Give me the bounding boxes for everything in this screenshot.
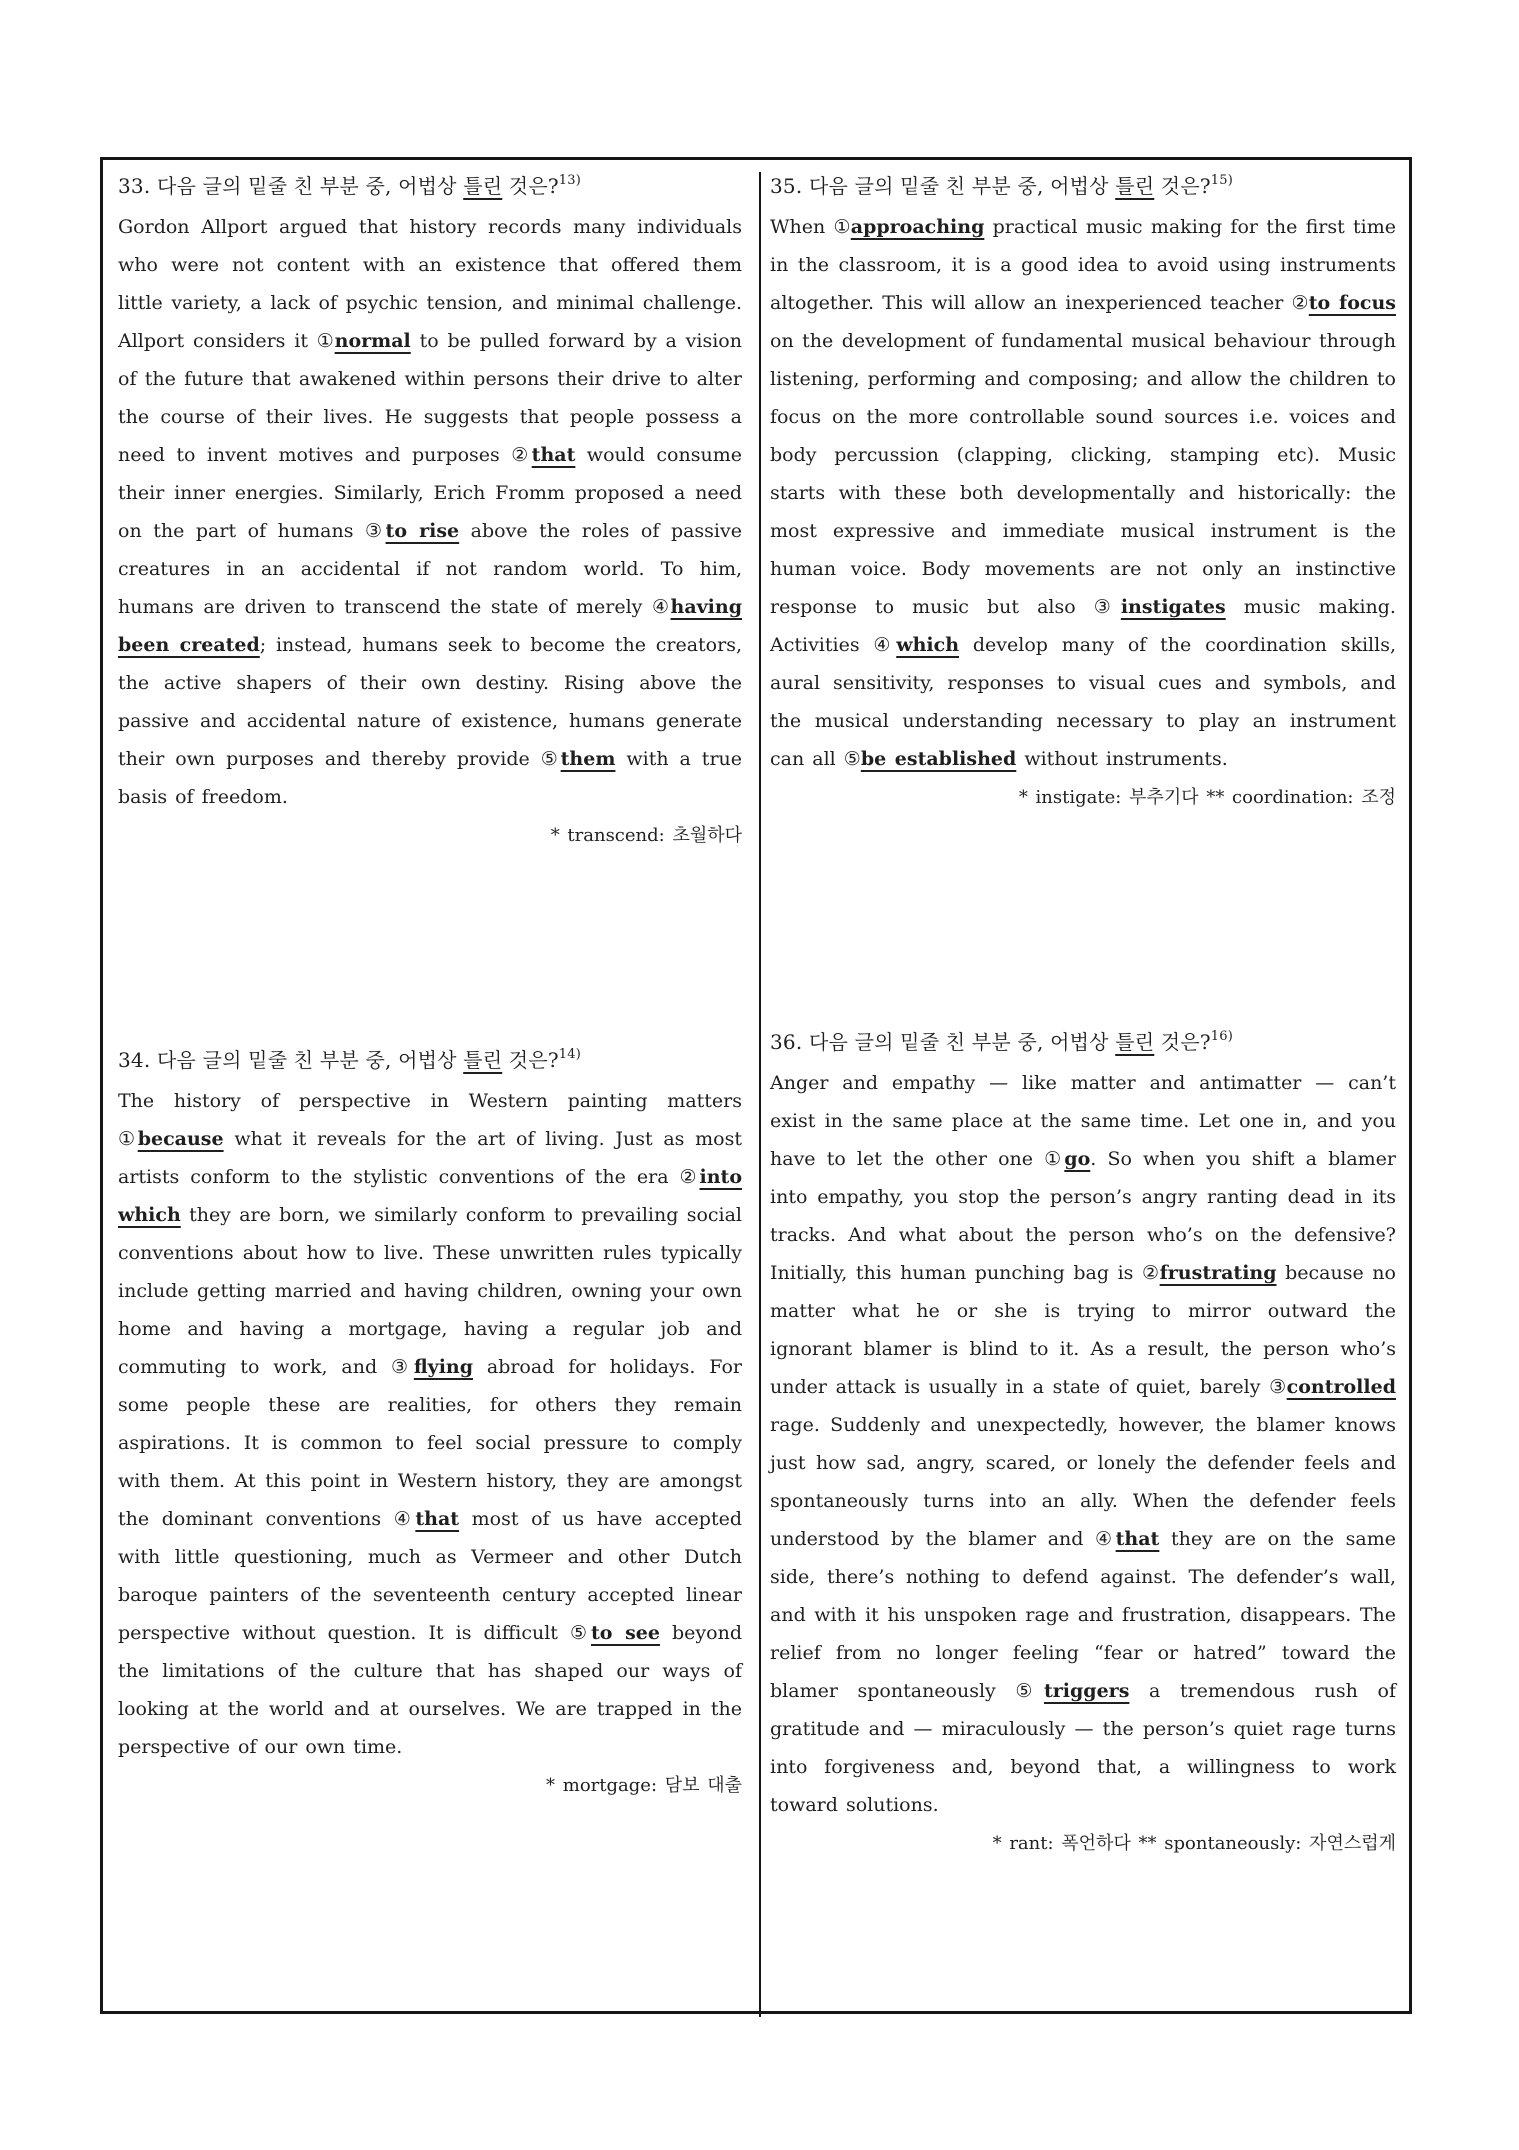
choice-marker: ⑤ <box>569 1622 592 1644</box>
choice-marker: ① <box>118 1128 138 1150</box>
passage-text: Anger and empathy — like matter and antimatter — can’t exist in the same place at the same time. Let one in, and you have to let the other one <box>770 1072 1396 1170</box>
question-33-title <box>118 170 742 202</box>
underlined-choice: be established <box>860 748 1017 770</box>
question-36-vocab-note: * rant: 폭언하다 ** spontaneously: 자연스럽게 <box>992 1833 1396 1854</box>
passage-text: they are on the same side, there’s nothing to defend against. The defender’s wall, and with it his unspoken rage and frustration, disappears. The relief from no longer feeling “fear or hatred” toward the blamer spontaneously <box>770 1528 1396 1702</box>
prompt-text: 다음 글의 밑줄 친 부분 중, 어법상 <box>802 1030 1116 1054</box>
underlined-choice: instigates <box>1120 596 1226 618</box>
footnote-ref: 16) <box>1210 1029 1233 1045</box>
passage-text: because no matter what he or she is trying to mirror outward the ignorant blamer is blind to it. As a result, the person who’s under attack is usually in a state of quiet, barely <box>770 1262 1396 1398</box>
passage-text: develop many of the coordination skills, aural sensitivity, responses to visual cues and symbols, and the musical understanding necessary to play an instrument can all <box>770 634 1396 770</box>
choice-marker: ⑤ <box>540 748 561 770</box>
footnote-ref: 13) <box>558 173 581 189</box>
passage-text: above the roles of passive creatures in an accidental if not random world. To him, humans are driven to transcend the state of merely <box>118 520 742 618</box>
passage-text: practical music making for the first time in the classroom, it is a good idea to avoid using instruments altogether. This will allow an inexperienced teacher <box>770 216 1396 314</box>
underlined-choice: frustrating <box>1159 1262 1277 1284</box>
passage-text: on the development of fundamental musical behaviour through listening, performing and composing; and allow the children to focus on the more controllable sound sources i.e. voices and body percussion (clapping, clicking, stamping etc). Music starts with these both developmentally and historically: the most expressive and immediate musical instrument is the human voice. Body movements are not only an instinctive response to music but also <box>770 330 1396 618</box>
choice-marker: ④ <box>873 634 897 656</box>
passage-text: to be pulled forward by a vision of the future that awakened within persons their drive to alter the course of their lives. He suggests that people possess a need to invent motives and purposes <box>118 330 742 466</box>
underlined-choice: which <box>896 634 960 656</box>
choice-marker: ① <box>833 216 851 238</box>
choice-marker: ② <box>1291 292 1309 314</box>
prompt-underlined-word: 틀린 <box>1115 1030 1155 1054</box>
passage-text: Gordon Allport argued that history records many individuals who were not content with an existence that offered them little variety, a lack of psychic tension, and minimal challenge. Allport considers it <box>118 216 742 352</box>
question-34-vocab-note: * mortgage: 담보 대출 <box>546 1775 742 1796</box>
question-36-passage <box>770 1064 1396 1824</box>
passage-text: . So when you shift a blamer into empathy, you stop the person’s angry ranting dead in its tracks. And what about the person who’s on the defensive? Initially, this human punching bag is <box>770 1148 1397 1284</box>
choice-marker: ⑤ <box>843 748 861 770</box>
choice-marker: ② <box>679 1166 700 1188</box>
underlined-choice: controlled <box>1286 1376 1396 1398</box>
footnote-ref: 15) <box>1210 173 1233 189</box>
question-number: 35. <box>770 174 803 198</box>
passage-text: abroad for holidays. For some people these are realities, for others they remain aspirations. It is common to feel social pressure to comply with them. At this point in Western history, they are amongst the dominant conventions <box>118 1356 742 1530</box>
question-36 <box>770 1026 1396 1864</box>
question-number: 36. <box>770 1030 803 1054</box>
underlined-choice: triggers <box>1044 1680 1130 1702</box>
choice-marker: ② <box>511 444 532 466</box>
question-33-vocab-note: * transcend: 초월하다 <box>550 825 742 846</box>
passage-text: When <box>770 216 834 238</box>
passage-text: what it reveals for the art of living. Just as most artists conform to the stylistic conventions of the era <box>118 1128 742 1188</box>
prompt-text: 다음 글의 밑줄 친 부분 중, 어법상 <box>150 1048 464 1072</box>
prompt-text: 것은? <box>502 1048 559 1072</box>
question-34 <box>118 1044 742 1806</box>
prompt-underlined-word: 틀린 <box>463 1048 503 1072</box>
question-36-title <box>770 1026 1396 1058</box>
underlined-choice: having been created <box>118 596 742 656</box>
choice-marker: ③ <box>365 520 386 542</box>
choice-marker: ③ <box>391 1356 414 1378</box>
prompt-text: 것은? <box>1154 1030 1211 1054</box>
underlined-choice: flying <box>413 1356 474 1378</box>
underlined-choice: because <box>137 1128 224 1150</box>
passage-text: most of us have accepted with little questioning, much as Vermeer and other Dutch baroque painters of the seventeenth century accepted linear perspective without question. It is difficult <box>118 1508 742 1644</box>
underlined-choice: approaching <box>850 216 985 238</box>
choice-marker: ② <box>1142 1262 1160 1284</box>
passage-text: without instruments. <box>1016 748 1228 770</box>
footnote-ref: 14) <box>558 1047 581 1063</box>
choice-marker: ⑤ <box>1015 1680 1045 1702</box>
question-33 <box>118 170 742 856</box>
question-34-passage <box>118 1082 742 1766</box>
passage-text: beyond the limitations of the culture that has shaped our ways of looking at the world and at ourselves. We are trapped in the perspective of our own time. <box>118 1622 742 1758</box>
choice-marker: ③ <box>1269 1376 1287 1398</box>
question-35-title <box>770 170 1396 202</box>
prompt-text: 다음 글의 밑줄 친 부분 중, 어법상 <box>802 174 1116 198</box>
passage-text: they are born, we similarly conform to prevailing social conventions about how to live. These unwritten rules typically include getting married and having children, owning your own home and having a mortgage, having a regular job and commuting to work, and <box>118 1204 742 1378</box>
question-number: 33. <box>118 174 151 198</box>
choice-marker: ③ <box>1093 596 1121 618</box>
question-number: 34. <box>118 1048 151 1072</box>
prompt-underlined-word: 틀린 <box>463 174 503 198</box>
question-35-passage <box>770 208 1396 778</box>
underlined-choice: normal <box>334 330 411 352</box>
passage-text: rage. Suddenly and unexpectedly, however, the blamer knows just how sad, angry, scared, or lonely the defender feels and spontaneously turns into an ally. When the defender feels understood by the blamer and <box>770 1414 1396 1550</box>
underlined-choice: into which <box>118 1166 742 1226</box>
underlined-choice: go <box>1064 1148 1091 1170</box>
prompt-underlined-word: 틀린 <box>1115 174 1155 198</box>
underlined-choice: that <box>415 1508 460 1530</box>
question-34-title <box>118 1044 742 1076</box>
passage-text: a tremendous rush of gratitude and — miraculously — the person’s quiet rage turns into forgiveness and, beyond that, a willingness to work toward solutions. <box>770 1680 1396 1816</box>
underlined-choice: to focus <box>1308 292 1396 314</box>
choice-marker: ① <box>1044 1148 1065 1170</box>
choice-marker: ④ <box>651 596 671 618</box>
passage-text: ; instead, humans seek to become the creators, the active shapers of their own destiny. Rising above the passive and accidental nature of existence, humans generate their own purposes and thereby provide <box>118 634 742 770</box>
prompt-text: 것은? <box>1154 174 1211 198</box>
choice-marker: ④ <box>393 1508 416 1530</box>
passage-text: The history of perspective in Western painting matters <box>118 1090 742 1112</box>
question-35-vocab-note: * instigate: 부추기다 ** coordination: 조정 <box>1018 787 1396 808</box>
column-divider <box>759 172 761 2017</box>
underlined-choice: to see <box>591 1622 660 1644</box>
choice-marker: ① <box>316 330 335 352</box>
question-33-passage <box>118 208 742 816</box>
passage-text: music making. Activities <box>770 596 1396 656</box>
passage-text: would consume their inner energies. Similarly, Erich Fromm proposed a need on the part of humans <box>118 444 742 542</box>
prompt-text: 것은? <box>502 174 559 198</box>
passage-text: with a true basis of freedom. <box>118 748 743 808</box>
choice-marker: ④ <box>1095 1528 1116 1550</box>
underlined-choice: them <box>560 748 616 770</box>
question-35 <box>770 170 1396 818</box>
prompt-text: 다음 글의 밑줄 친 부분 중, 어법상 <box>150 174 464 198</box>
underlined-choice: to rise <box>385 520 460 542</box>
underlined-choice: that <box>1115 1528 1160 1550</box>
underlined-choice: that <box>531 444 576 466</box>
